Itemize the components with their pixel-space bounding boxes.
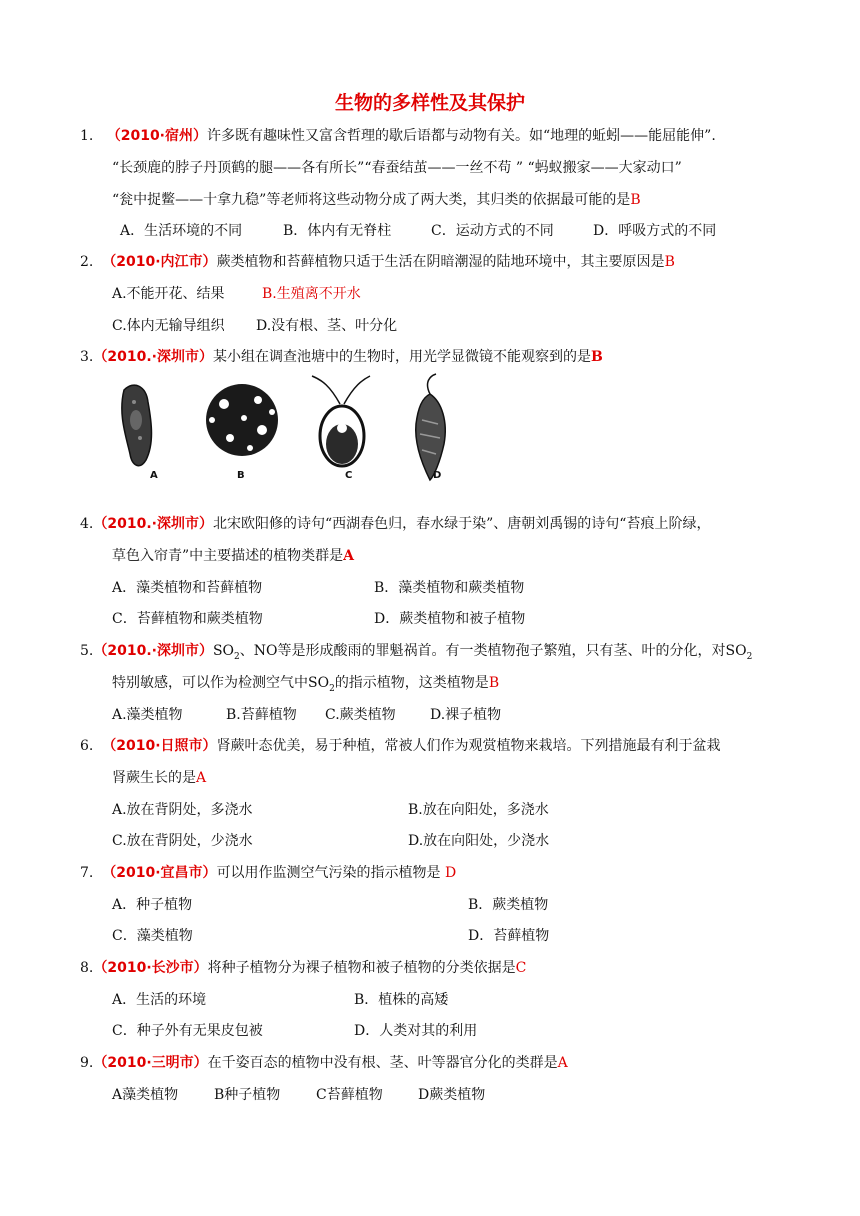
q6-option-d: D.放在向阳处，少浇水	[408, 833, 550, 849]
q8-text-1: 将种子植物分为裸子植物和被子植物的分类依据是	[207, 960, 516, 976]
q5-option-a: A.藻类植物	[112, 707, 183, 723]
q6-source: （2010·日照市）	[102, 738, 217, 754]
q5-sub-2: 2	[746, 651, 753, 662]
q7-line-1	[80, 863, 456, 883]
q8-number: 8.	[80, 960, 94, 976]
q1-text-3: “瓮中捉鳖——十拿九稳”等老师将这些动物分成了两大类，其归类的依据最可能的是	[112, 192, 631, 208]
q7-option-c: C．藻类植物	[112, 928, 193, 944]
q3-source: （2010.·深圳市）	[93, 349, 213, 365]
q5-text-3: 的指示植物，这类植物是	[334, 675, 489, 691]
q2-option-c: C.体内无输导组织	[112, 318, 225, 334]
q5-line-2	[112, 673, 499, 699]
q9-number: 9.	[80, 1055, 94, 1071]
q6-number: 6.	[80, 738, 94, 754]
q4-option-a: A．藻类植物和苔藓植物	[112, 580, 263, 596]
q1-option-d: D．呼吸方式的不同	[593, 223, 717, 239]
q8-line-1	[80, 958, 526, 978]
q3-answer: B	[590, 349, 603, 365]
q1-line-3	[112, 190, 641, 210]
q9-option-a: A藻类植物	[112, 1087, 179, 1103]
q4-option-b: B．藻类植物和蕨类植物	[374, 580, 525, 596]
q4-line-1	[80, 514, 710, 534]
organism-d-image	[416, 374, 445, 480]
q6-option-c: C.放在背阴处，少浇水	[112, 833, 253, 849]
q6-line-1	[80, 736, 721, 756]
organism-a-image	[122, 385, 152, 466]
q2-answer: B	[664, 254, 675, 270]
q1-source: （2010·宿州）	[106, 128, 208, 144]
page-title: 生物的多样性及其保护	[334, 92, 525, 114]
q2-source: （2010·内江市）	[102, 254, 217, 270]
q7-option-b: B．蕨类植物	[468, 897, 549, 913]
q1-option-a: A．生活环境的不同	[120, 223, 243, 239]
q2-line-1	[80, 252, 675, 272]
organism-b-image	[206, 384, 278, 456]
q4-option-d: D．蕨类植物和被子植物	[374, 611, 526, 627]
q6-option-a: A.放在背阴处，多浇水	[112, 802, 253, 818]
q4-text-2: 草色入帘青”中主要描述的植物类群是	[112, 548, 344, 564]
q5-number: 5.	[80, 643, 94, 659]
q7-option-a: A．种子植物	[112, 897, 193, 913]
q1-line-1	[80, 126, 716, 146]
q3-number: 3.	[80, 349, 94, 365]
q6-text-1: 肾蕨叶态优美，易于种植，常被人们作为观赏植物来栽培。下列措施最有利于盆栽	[216, 738, 721, 754]
q1-text-1: 许多既有趣味性又富含哲理的歇后语都与动物有关。如“地理的蚯蚓——能屈能伸”.	[207, 128, 716, 144]
q5-so-3: SO	[308, 675, 330, 691]
q8-option-b: B．植株的高矮	[354, 992, 449, 1008]
q4-option-c: C．苔藓植物和蕨类植物	[112, 611, 263, 627]
organism-c-image	[312, 376, 370, 466]
q5-sub-3: 2	[329, 683, 335, 694]
q5-option-d: D.裸子植物	[430, 707, 502, 723]
q3-line-1	[80, 347, 603, 367]
q8-option-a: A．生活的环境	[112, 992, 207, 1008]
q5-answer: B	[488, 675, 500, 691]
q9-text-1: 在千姿百态的植物中没有根、茎、叶等器官分化的类群是	[207, 1055, 558, 1071]
q2-option-d: D.没有根、茎、叶分化	[256, 318, 398, 334]
q5-text-1: 、NO等是形成酸雨的罪魁祸首。有一类植物孢子繁殖，只有茎、叶的分化，对	[239, 643, 726, 659]
q9-option-b: B种子植物	[214, 1087, 281, 1103]
q9-source: （2010·三明市）	[93, 1055, 208, 1071]
q6-option-b: B.放在向阳处，多浇水	[408, 802, 549, 818]
q8-answer: C	[515, 960, 527, 976]
q5-source: （2010.·深圳市）	[93, 643, 213, 659]
q5-so-2: SO	[725, 643, 747, 659]
q7-text-1: 可以用作监测空气污染的指示植物是	[216, 865, 441, 881]
q6-answer: A	[196, 770, 207, 786]
q5-so: SO	[212, 643, 235, 659]
q4-line-2	[112, 546, 354, 566]
q8-option-c: C．种子外有无果皮包被	[112, 1023, 263, 1039]
q5-sub-1: 2	[234, 651, 240, 662]
figure-label-b: B	[237, 470, 245, 481]
q1-option-c: C．运动方式的不同	[431, 223, 554, 239]
q7-source: （2010·宜昌市）	[102, 865, 217, 881]
q4-text-1: 北宋欧阳修的诗句“西湖春色归，春水绿于染”、唐朝刘禹锡的诗句“苔痕上阶绿，	[212, 516, 711, 532]
microorganism-figure	[112, 372, 462, 490]
q8-option-d: D．人类对其的利用	[354, 1023, 478, 1039]
q2-number: 2.	[80, 254, 94, 270]
q5-text-2: 特别敏感，可以作为检测空气中	[112, 675, 308, 691]
figure-label-d: D	[433, 470, 442, 481]
q7-number: 7.	[80, 865, 94, 881]
q1-option-b: B．体内有无脊柱	[283, 223, 392, 239]
q7-answer: D	[445, 865, 457, 881]
q4-source: （2010.·深圳市）	[93, 516, 213, 532]
q1-number: 1.	[80, 128, 94, 144]
q4-number: 4.	[80, 516, 94, 532]
q7-option-d: D．苔藓植物	[468, 928, 550, 944]
q9-option-d: D蕨类植物	[418, 1087, 486, 1103]
q2-option-a: A.不能开花、结果	[112, 286, 225, 302]
figure-label-a: A	[150, 470, 158, 481]
q1-text-2: “长颈鹿的脖子丹顶鹤的腿——各有所长”“春蚕结茧——一丝不苟 ” “蚂蚁搬家——大家动口”	[112, 160, 682, 176]
figure-label-c: C	[345, 470, 353, 481]
q2-text-1: 蕨类植物和苔藓植物只适于生活在阴暗潮湿的陆地环境中，其主要原因是	[216, 254, 665, 270]
q6-line-2	[112, 768, 206, 788]
q5-line-1	[80, 641, 752, 667]
q2-option-b: B.生殖离不开水	[262, 286, 361, 302]
q9-line-1	[80, 1053, 568, 1073]
q3-text-1: 某小组在调查池塘中的生物时，用光学显微镜不能观察到的是	[212, 349, 591, 365]
q5-option-c: C.蕨类植物	[325, 707, 396, 723]
q6-text-2: 肾蕨生长的是	[112, 770, 196, 786]
q5-option-b: B.苔藓植物	[226, 707, 297, 723]
q8-source: （2010·长沙市）	[93, 960, 208, 976]
q9-option-c: C苔藓植物	[316, 1087, 383, 1103]
q4-answer: A	[343, 548, 355, 564]
q9-answer: A	[557, 1055, 568, 1071]
q1-answer: B	[630, 192, 641, 208]
